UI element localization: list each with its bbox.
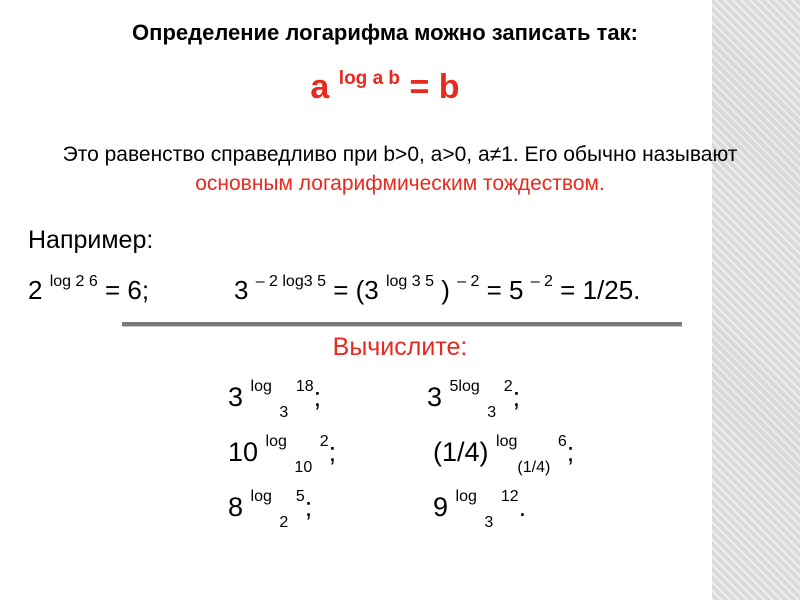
example-2 [234, 275, 640, 306]
task-end: ; [566, 437, 575, 467]
slide-heading: Определение логарифма можно записать так: [132, 20, 638, 45]
description-highlight: основным логарифмическим тождеством. [195, 172, 605, 195]
task-log: 5log [449, 378, 480, 395]
example-2-outer-exponent: – 2 [457, 273, 480, 290]
task-end: ; [304, 492, 313, 522]
task-log-base: 3 [484, 514, 494, 531]
example-2-base: 3 [234, 275, 256, 305]
example-2-answer: = 1/25. [552, 275, 641, 305]
task-base: (1/4) [433, 437, 497, 467]
task-argument: 2 [503, 378, 513, 395]
task-argument: 2 [319, 433, 329, 450]
example-1-exponent: log 2 6 [49, 273, 98, 290]
example-2-step2: ) [434, 275, 458, 305]
task-argument: 6 [557, 433, 567, 450]
task-argument: 5 [295, 488, 305, 505]
task-log: log [250, 378, 272, 395]
task-base: 3 [427, 382, 450, 412]
task-log-base: 2 [279, 514, 289, 531]
example-2-exponent: – 2 log3 5 [255, 273, 326, 290]
task-item [427, 378, 520, 422]
task-log-base: 3 [487, 404, 497, 421]
task-log: log [455, 488, 477, 505]
task-argument: 18 [295, 378, 314, 395]
task-log-base: 3 [279, 404, 289, 421]
identity-description [0, 140, 800, 198]
divider-line [122, 322, 682, 327]
task-item [228, 378, 321, 422]
task-item [228, 488, 312, 532]
task-end: ; [328, 437, 337, 467]
example-1 [28, 275, 149, 306]
identity-result: = b [409, 68, 460, 106]
task-base: 10 [228, 437, 266, 467]
identity-formula [0, 68, 770, 107]
identity-exponent: log a b [338, 68, 401, 89]
task-end: . [518, 492, 527, 522]
task-end: ; [313, 382, 322, 412]
task-item [433, 433, 574, 477]
task-base: 9 [433, 492, 456, 522]
task-item [433, 488, 526, 532]
task-log-base: (1/4) [517, 459, 551, 476]
task-log: log [265, 433, 287, 450]
identity-base: a [310, 68, 330, 106]
example-1-base: 2 [28, 275, 50, 305]
example-2-inner-exponent: log 3 5 [385, 273, 434, 290]
task-base: 8 [228, 492, 251, 522]
task-base: 3 [228, 382, 251, 412]
task-log: log [250, 488, 272, 505]
example-2-step1: = (3 [325, 275, 386, 305]
example-2-final-exponent: – 2 [530, 273, 553, 290]
example-1-result: = 6; [97, 275, 150, 305]
task-argument: 12 [500, 488, 519, 505]
description-lead: Это равенство справедливо при b>0, a>0, a≠1. Его обычно называют [62, 143, 738, 166]
example-label: Например: [28, 226, 154, 254]
example-2-step3: = 5 [479, 275, 531, 305]
task-item [228, 433, 336, 477]
task-end: ; [512, 382, 521, 412]
calculate-label: Вычислите: [332, 333, 468, 361]
task-log: log [496, 433, 518, 450]
task-log-base: 10 [294, 459, 313, 476]
